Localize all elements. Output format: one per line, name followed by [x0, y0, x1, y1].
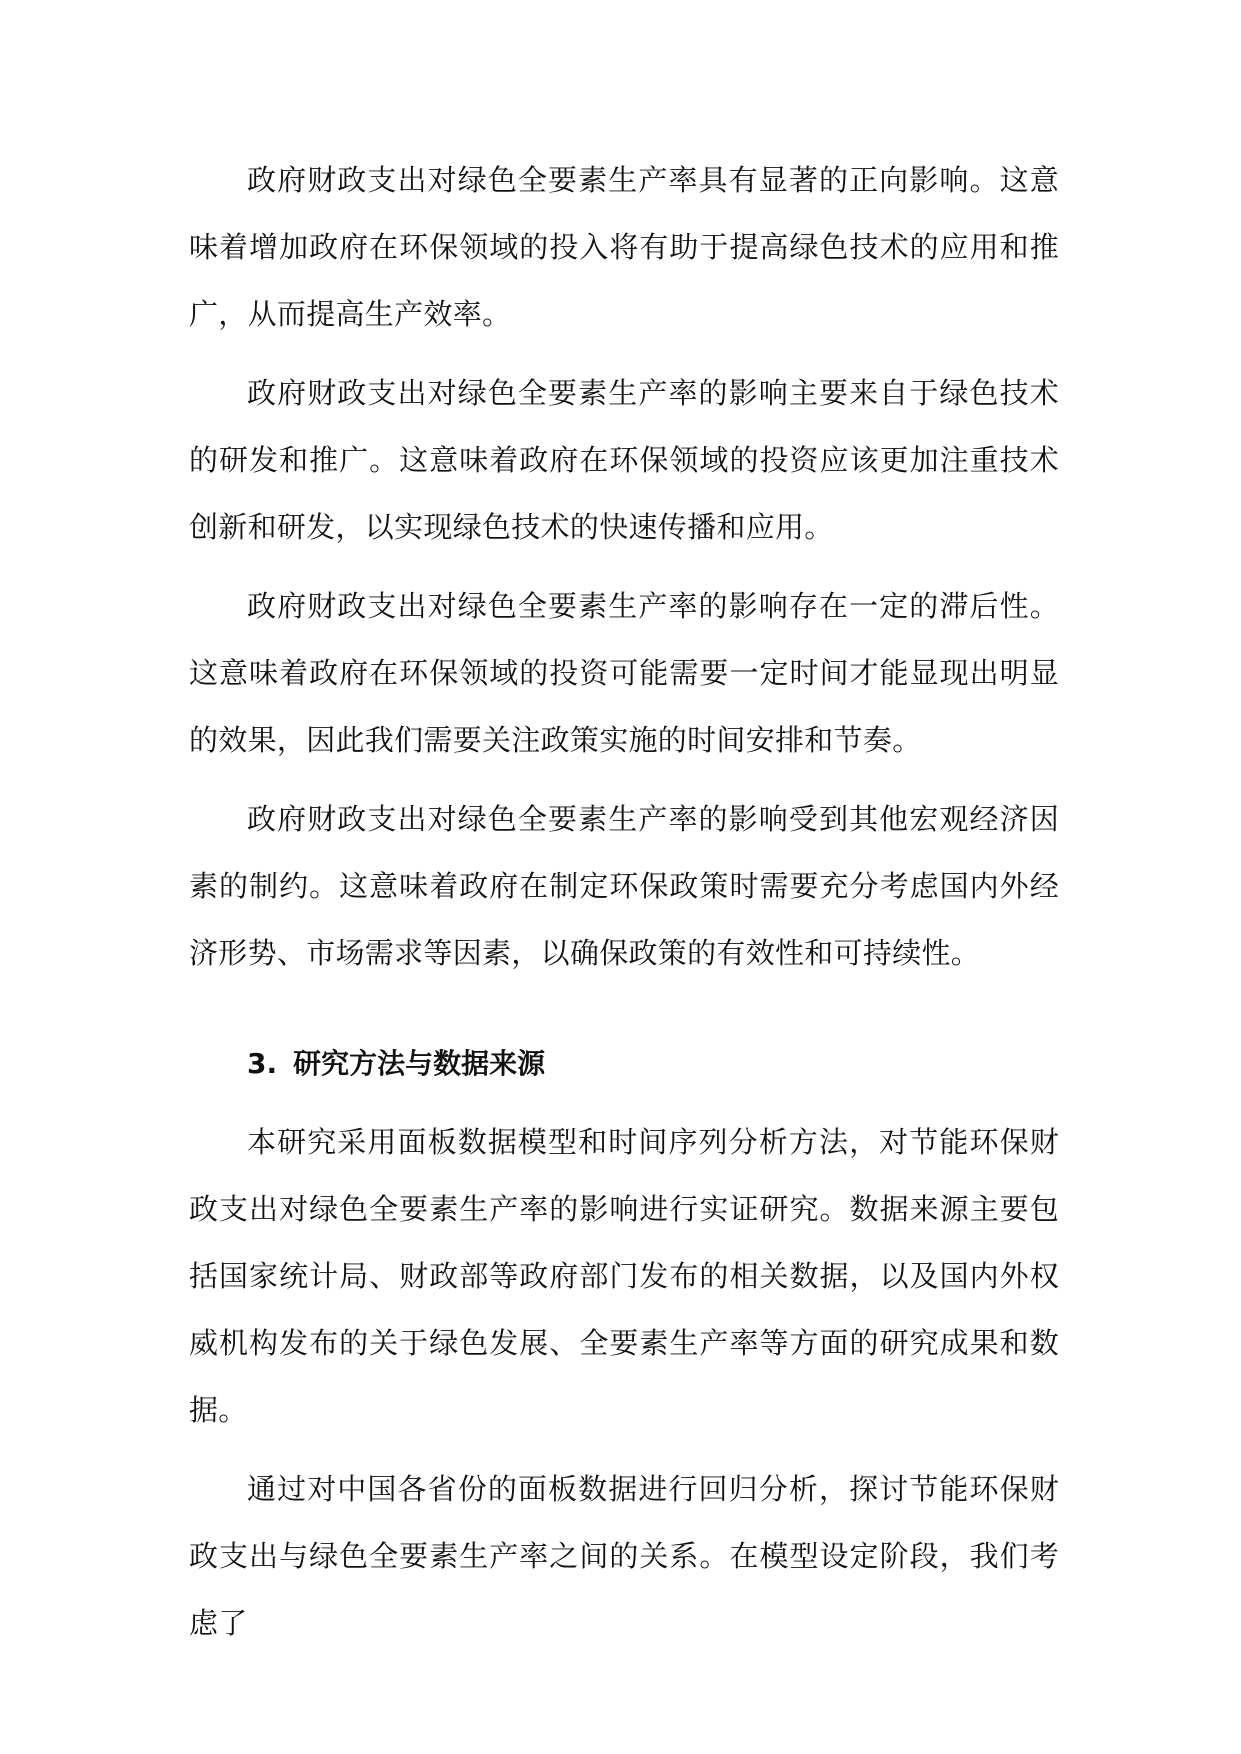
paragraph: 通过对中国各省份的面板数据进行回归分析，探讨节能环保财政支出与绿色全要素生产率之间的关系。在模型设定阶段，我们考虑了: [189, 1472, 1059, 1640]
document-body: [189, 147, 1059, 1657]
paragraph: 政府财政支出对绿色全要素生产率具有显著的正向影响。这意味着增加政府在环保领域的投入将有助于提高绿色技术的应用和推广，从而提高生产效率。: [189, 163, 1059, 331]
section-number: 3.: [247, 1047, 278, 1080]
paragraph: 政府财政支出对绿色全要素生产率的影响主要来自于绿色技术的研发和推广。这意味着政府在环保领域的投资应该更加注重技术创新和研发，以实现绿色技术的快速传播和应用。: [189, 376, 1059, 544]
paragraph: 本研究采用面板数据模型和时间序列分析方法，对节能环保财政支出对绿色全要素生产率的影响进行实证研究。数据来源主要包括国家统计局、财政部等政府部门发布的相关数据，以及国内外权威机构发布的关于绿色发展、全要素生产率等方面的研究成果和数据。: [189, 1125, 1059, 1427]
paragraph: 政府财政支出对绿色全要素生产率的影响存在一定的滞后性。这意味着政府在环保领域的投资可能需要一定时间才能显现出明显的效果，因此我们需要关注政策实施的时间安排和节奏。: [189, 589, 1059, 757]
paragraph: 政府财政支出对绿色全要素生产率的影响受到其他宏观经济因素的制约。这意味着政府在制定环保政策时需要充分考虑国内外经济形势、市场需求等因素，以确保政策的有效性和可持续性。: [189, 802, 1059, 970]
section-heading: [189, 1030, 1059, 1097]
section-title: 研究方法与数据来源: [293, 1047, 546, 1080]
